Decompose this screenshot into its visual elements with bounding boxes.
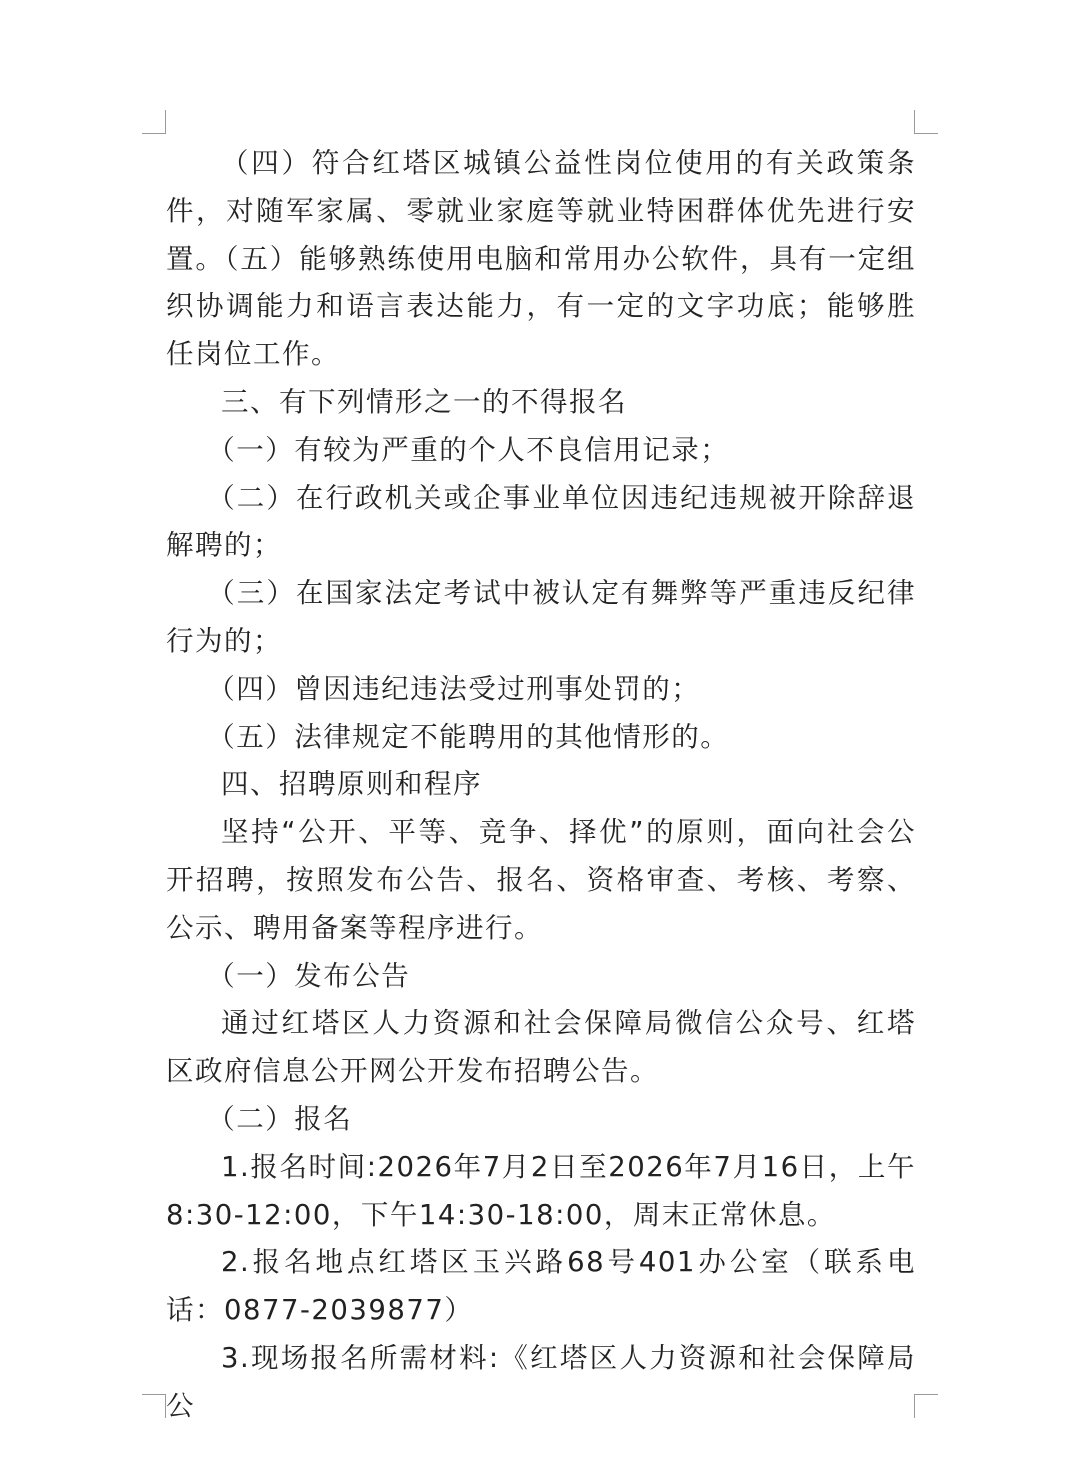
list-item-ineligible-3: （三）在国家法定考试中被认定有舞弊等严重违反纪律行为的； [166,577,916,657]
list-item-ineligible-1: （一）有较为严重的个人不良信用记录； [207,433,730,466]
paragraph-conditions: （四）符合红塔区城镇公益性岗位使用的有关政策条件，对随军家属、零就业家庭等就业特困群体优先进行安置。（五）能够熟练使用电脑和常用办公软件，具有一定组织协调能力和语言表达能力，有一定的文字功底；能够胜任岗位工作。 [166,147,916,371]
section-heading-principles: 四、招聘原则和程序 [221,768,482,801]
paragraph-registration-time: 1.报名时间:2026年7月2日至2026年7月16日，上午8:30-12:00，下午14:30-18:00，周末正常休息。 [166,1150,916,1231]
crop-mark-top-right [914,110,938,134]
crop-mark-bottom-right [914,1394,938,1418]
crop-mark-top-left [142,110,166,134]
paragraph-registration-materials: 3.现场报名所需材料:《红塔区人力资源和社会保障局公 [166,1341,916,1422]
subheading-registration: （二）报名 [207,1102,353,1135]
paragraph-publish: 通过红塔区人力资源和社会保障局微信公众号、红塔区政府信息公开网公开发布招聘公告。 [166,1007,916,1088]
subheading-publish: （一）发布公告 [207,959,411,992]
paragraph-registration-location: 2.报名地点红塔区玉兴路68号401办公室（联系电话：0877-2039877） [166,1246,916,1327]
list-item-ineligible-5: （五）法律规定不能聘用的其他情形的。 [207,720,730,753]
section-heading-ineligibility: 三、有下列情形之一的不得报名 [221,385,627,418]
document-body [166,140,916,1431]
list-item-ineligible-2: （二）在行政机关或企事业单位因违纪违规被开除辞退解聘的； [166,481,916,562]
crop-mark-bottom-left [142,1394,166,1418]
list-item-ineligible-4: （四）曾因违纪违法受过刑事处罚的； [207,672,701,705]
paragraph-principles: 坚持“公开、平等、竞争、择优”的原则，面向社会公开招聘，按照发布公告、报名、资格审查、考核、考察、公示、聘用备案等程序进行。 [166,816,916,944]
